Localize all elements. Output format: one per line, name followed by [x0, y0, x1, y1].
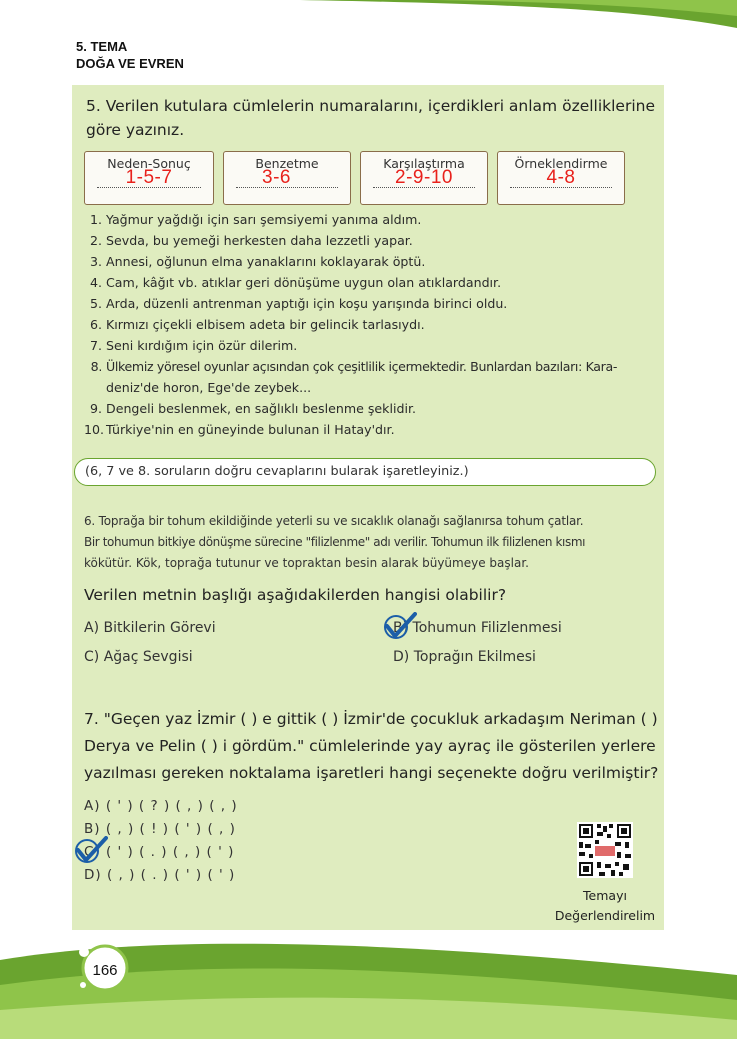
sentence-item: 1. Yağmur yağdığı için sarı şemsiyemi yanıma aldım.	[89, 212, 422, 227]
sentence-item: deniz'de horon, Ege'de zeybek...	[106, 380, 312, 395]
option-6d[interactable]: D) Toprağın Ekilmesi	[393, 649, 536, 665]
sentence-item: 10. Türkiye'nin en güneyinde bulunan il Hatay'dır.	[84, 422, 395, 437]
sentence-item: 3. Annesi, oğlunun elma yanaklarını koklayarak öptü.	[89, 254, 426, 269]
qr-code-icon[interactable]	[577, 822, 633, 878]
question-5-title: 5. Verilen kutulara cümlelerin numaralarını, içerdikleri anlam özelliklerine göre yazınız.	[86, 97, 656, 139]
theme-title: DOĞA VE EVREN	[76, 56, 184, 71]
sentence-item: 7. Seni kırdığım için özür dilerim.	[89, 338, 298, 353]
box-label: Karşılaştırma	[383, 156, 465, 171]
question-6-prompt: Verilen metnin başlığı aşağıdakilerden hangisi olabilir?	[84, 586, 507, 604]
answer-box-exemplification[interactable]	[497, 151, 625, 205]
answer-box-comparison[interactable]	[360, 151, 488, 205]
sentence-item: 2. Sevda, bu yemeği herkesten daha lezzetli yapar.	[89, 233, 413, 248]
check-mark-icon	[74, 836, 108, 866]
handwritten-answer: 3-6	[262, 167, 291, 188]
handwritten-answer: 2-9-10	[395, 167, 453, 188]
question-7-text: Derya ve Pelin ( ) i gördüm." cümlelerinde yay ayraç ile gösterilen yerlere	[84, 737, 656, 755]
theme-number: 5. TEMA	[76, 39, 128, 54]
question-6-text: kökütür. Kök, toprağa tutunur ve topraktan besin alarak büyümeye başlar.	[84, 556, 529, 570]
question-6-text: Bir tohumun bitkiye dönüşme sürecine "filizlenme" adı verilir. Tohumun ilk filizlenen kısmı	[84, 535, 586, 549]
instruction-text: (6, 7 ve 8. soruların doğru cevaplarını bularak işaretleyiniz.)	[85, 464, 469, 479]
answer-box-simile[interactable]	[223, 151, 351, 205]
option-6c[interactable]: C) Ağaç Sevgisi	[84, 649, 193, 665]
option-7b[interactable]: B) ( , ) ( ! ) ( ' ) ( , )	[84, 821, 236, 837]
sentence-item: 5. Arda, düzenli antrenman yaptığı için koşu yarışında birinci oldu.	[89, 296, 508, 311]
option-7a[interactable]: A) ( ' ) ( ? ) ( , ) ( , )	[84, 798, 238, 814]
theme-header	[76, 38, 184, 72]
sentence-item: 4. Cam, kâğıt vb. atıklar geri dönüşüme uygun olan atıklardandır.	[89, 275, 502, 290]
option-7c[interactable]: C) ( ' ) ( . ) ( , ) ( ' )	[84, 844, 235, 860]
option-7d[interactable]: D) ( , ) ( . ) ( ' ) ( ' )	[84, 867, 236, 883]
question-7-text: yazılması gereken noktalama işaretleri hangi seçenekte doğru verilmiştir?	[84, 764, 659, 782]
handwritten-answer: 1-5-7	[125, 167, 173, 188]
option-6b[interactable]: B) Tohumun Filizlenmesi	[393, 620, 562, 636]
page-number: 166	[92, 962, 118, 979]
sentence-item: 8. Ülkemiz yöresel oyunlar açısından çok çeşitlilik içermektedir. Bunlardan bazıları: Kara-	[90, 359, 618, 374]
instruction-banner	[74, 458, 656, 486]
qr-label: Temayı	[583, 888, 627, 903]
option-6a[interactable]: A) Bitkilerin Görevi	[84, 620, 216, 636]
box-label: Neden-Sonuç	[107, 156, 191, 171]
sentence-item: 6. Kırmızı çiçekli elbisem adeta bir gelincik tarlasıydı.	[89, 317, 425, 332]
handwritten-answer: 4-8	[546, 167, 576, 188]
sentence-item: 9. Dengeli beslenmek, en sağlıklı beslenme şeklidir.	[89, 401, 416, 416]
question-6-text: 6. Toprağa bir tohum ekildiğinde yeterli su ve sıcaklık olanağı sağlanırsa tohum çatlar.	[84, 514, 584, 528]
qr-label: Değerlendirelim	[554, 908, 656, 923]
box-label: Benzetme	[255, 156, 319, 171]
question-7-text: 7. "Geçen yaz İzmir ( ) e gittik ( ) İzmir'de çocukluk arkadaşım Neriman ( )	[84, 710, 658, 728]
answer-box-cause-effect[interactable]	[84, 151, 214, 205]
check-mark-icon	[383, 612, 417, 642]
box-label: Örneklendirme	[514, 156, 608, 171]
